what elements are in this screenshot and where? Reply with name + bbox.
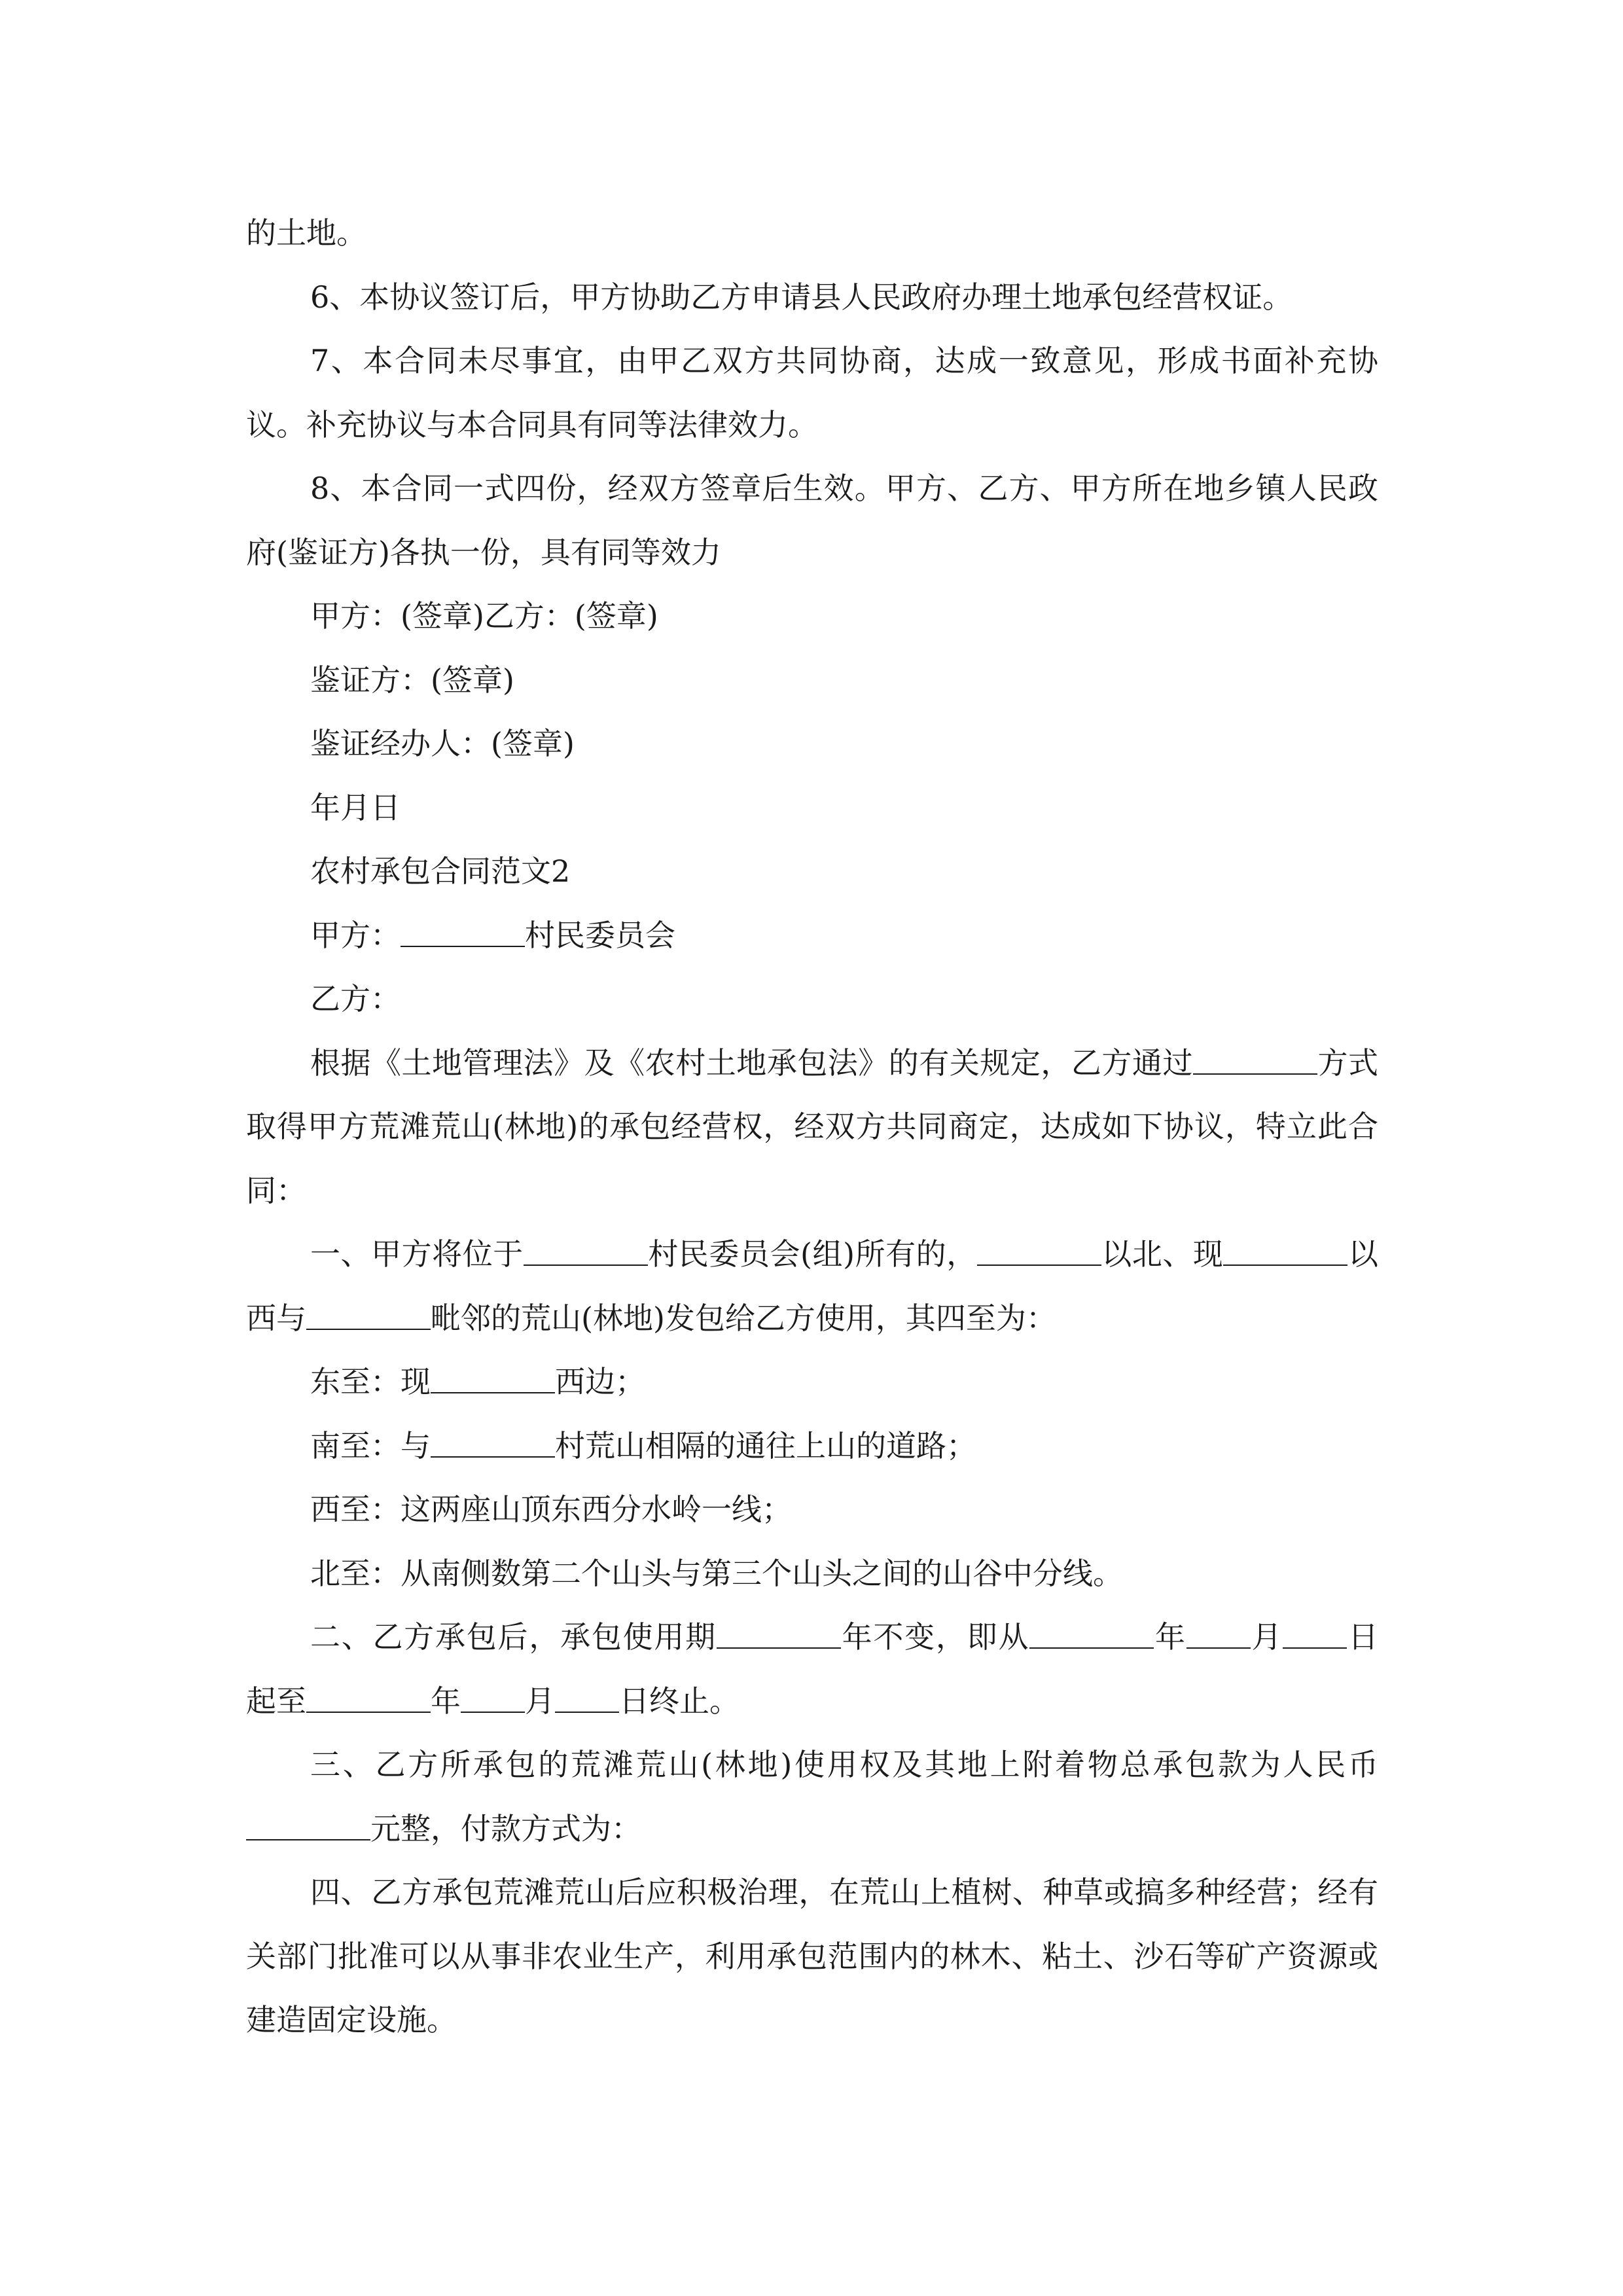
article-3 — [246, 1733, 1378, 1861]
clause-7: 7、本合同未尽事宜，由甲乙双方共同协商，达成一致意见，形成书面补充协议。补充协议与本合同具有同等法律效力。 — [246, 343, 1378, 442]
blank-field — [1283, 1619, 1347, 1649]
article-1-text-d: 以西与 — [246, 1236, 1379, 1336]
preamble-text-a: 根据《土地管理法》及《农村土地承包法》的有关规定，乙方通过 — [310, 1045, 1193, 1081]
blank-field — [461, 1683, 525, 1713]
blank-field — [717, 1619, 841, 1649]
boundary-south-text-a: 南至：与 — [310, 1427, 431, 1463]
blank-field — [401, 917, 525, 947]
signature-witness-line: 鉴证方：(签章) — [310, 662, 514, 698]
blank-field — [1029, 1619, 1154, 1649]
boundary-east-text-a: 东至：现 — [310, 1364, 431, 1399]
blank-field — [1186, 1619, 1251, 1649]
date-line: 年月日 — [310, 789, 401, 825]
blank-field — [977, 1236, 1101, 1266]
party-a-suffix: 村民委员会 — [525, 917, 675, 953]
blank-field — [1193, 1045, 1317, 1075]
paragraph-continuation: 的土地。 — [246, 215, 366, 251]
article-4: 四、乙方承包荒滩荒山后应积极治理，在荒山上植树、种草或搞多种经营；经有关部门批准可以从事非农业生产，利用承包范围内的林木、粘土、沙石等矿产资源或建造固定设施。 — [246, 1874, 1378, 2037]
article-2-text-b: 年不变，即从 — [840, 1619, 1030, 1655]
blank-field — [306, 1300, 431, 1330]
boundary-south-text-b: 村荒山相隔的通往上山的道路； — [555, 1427, 976, 1463]
boundary-south — [246, 1414, 1378, 1479]
article-2-text-e: 日起至 — [246, 1619, 1379, 1719]
boundary-east-text-b: 西边； — [555, 1364, 645, 1399]
contract-body — [246, 202, 1378, 2053]
clause-8: 8、本合同一式四份，经双方签章后生效。甲方、乙方、甲方所在地乡镇人民政府(鉴证方)各执一份，具有同等效力 — [246, 471, 1378, 570]
signature-agent-line: 鉴证经办人：(签章) — [310, 726, 575, 761]
article-1-text-b: 村民委员会(组)所有的， — [647, 1236, 977, 1272]
article-1 — [246, 1223, 1378, 1350]
party-b-line: 乙方： — [310, 981, 401, 1016]
blank-field — [431, 1427, 555, 1458]
boundary-east — [246, 1350, 1378, 1414]
article-2-text-f: 年 — [431, 1683, 461, 1719]
clause-6: 6、本协议签订后，甲方协助乙方申请县人民政府办理土地承包经营权证。 — [310, 279, 1293, 315]
article-2-text-a: 二、乙方承包后，承包使用期 — [310, 1619, 717, 1655]
article-3-text-a: 三、乙方所承包的荒滩荒山(林地)使用权及其地上附着物总承包款为人民币 — [310, 1747, 1378, 1782]
article-2-text-c: 年 — [1154, 1619, 1186, 1655]
blank-field — [246, 1810, 370, 1840]
article-3-text-b: 元整，付款方式为： — [370, 1810, 641, 1846]
article-2-text-h: 日终止。 — [619, 1683, 740, 1719]
article-2 — [246, 1605, 1378, 1733]
preamble — [246, 1031, 1378, 1223]
article-2-text-g: 月 — [525, 1683, 555, 1719]
article-1-text-a: 一、甲方将位于 — [310, 1236, 524, 1272]
preamble-text-b: 方式取得甲方荒滩荒山(林地)的承包经营权，经双方共同商定，达成如下协议，特立此合同： — [246, 1045, 1379, 1208]
article-2-text-d: 月 — [1250, 1619, 1283, 1655]
signature-party-line: 甲方：(签章)乙方：(签章) — [310, 598, 658, 634]
blank-field — [306, 1683, 431, 1713]
boundary-north: 北至：从南侧数第二个山头与第三个山头之间的山谷中分线。 — [310, 1555, 1123, 1591]
party-a-line — [246, 904, 1378, 968]
blank-field — [431, 1364, 555, 1394]
article-1-text-e: 毗邻的荒山(林地)发包给乙方使用，其四至为： — [431, 1300, 1056, 1336]
boundary-west: 西至：这两座山顶东西分水岭一线； — [310, 1492, 792, 1527]
blank-field — [1223, 1236, 1347, 1266]
blank-field — [555, 1683, 619, 1713]
article-1-text-c: 以北、现 — [1101, 1236, 1224, 1272]
blank-field — [524, 1236, 648, 1266]
section-title: 农村承包合同范文2 — [310, 853, 571, 889]
party-a-label: 甲方： — [310, 917, 401, 953]
